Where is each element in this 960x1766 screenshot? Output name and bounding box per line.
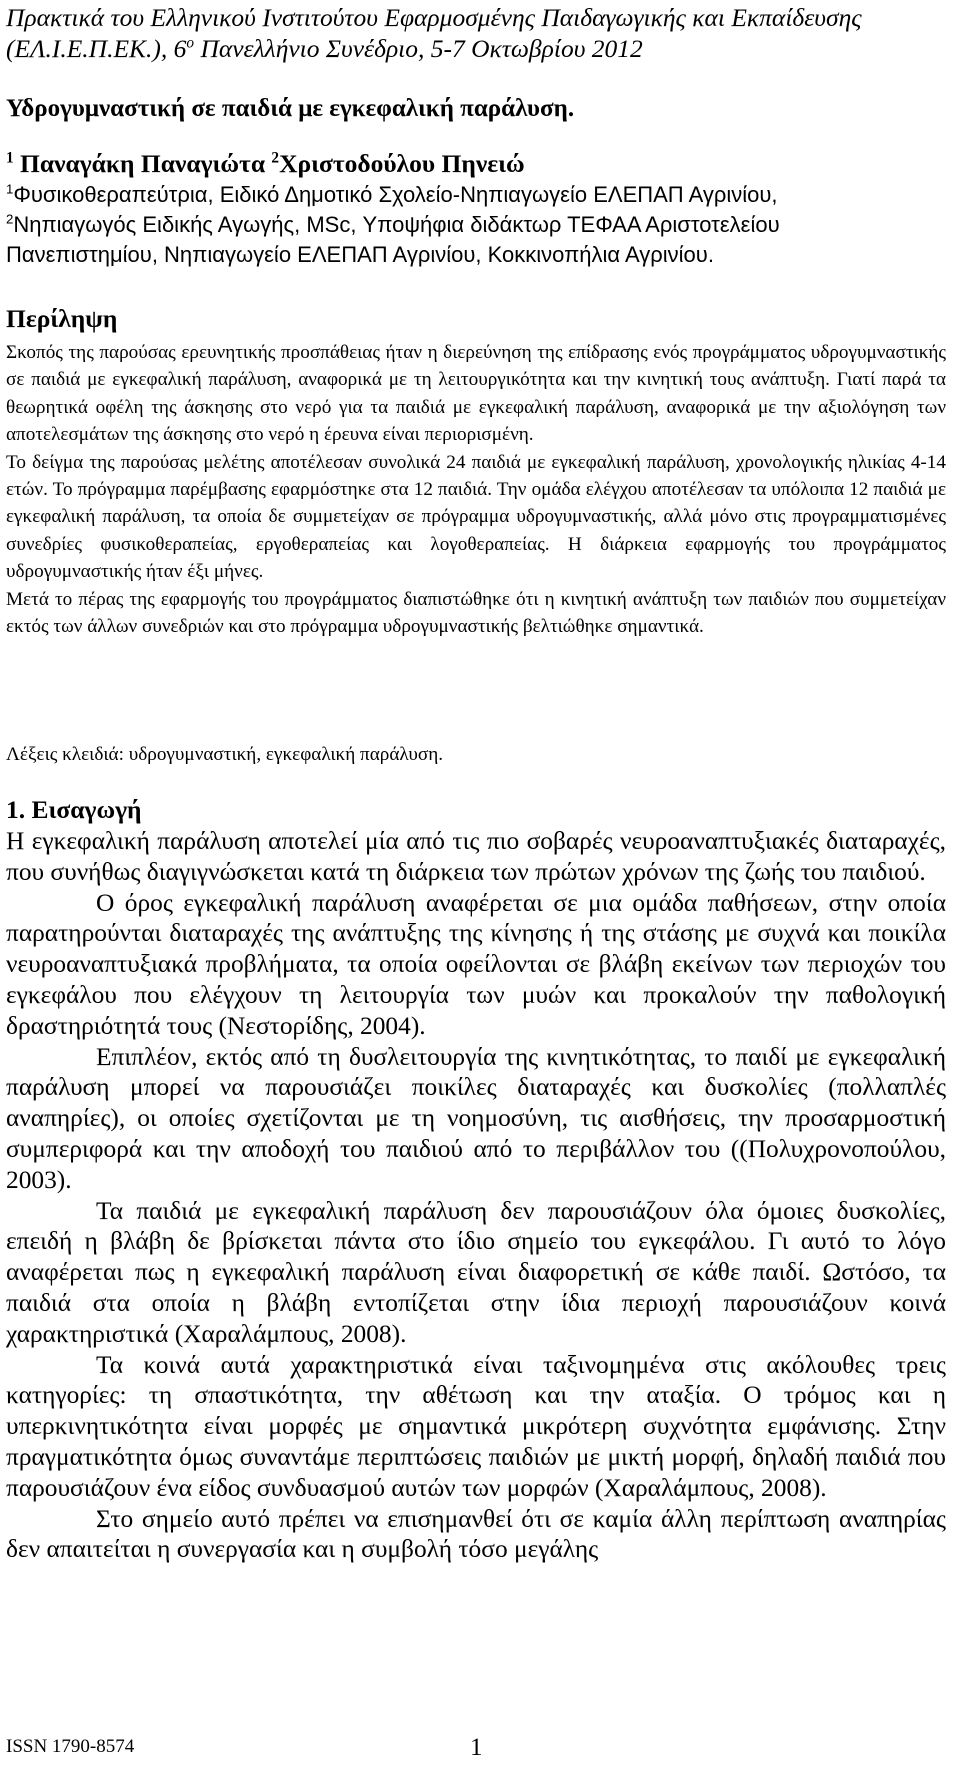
intro-paragraph: Τα κοινά αυτά χαρακτηριστικά είναι ταξινομημένα στις ακόλουθες τρεις κατηγορίες: τη σπαστικότητα, την αθέτωση και την αταξία. Ο τρόμος και η υπερκινητικότητα είναι μορφές με σημαντικά μικρότερη συχνότητα εμφάνισης. Στην πραγματικότητα όμως συναντάμε περιπτώσεις παιδιών με μικτή μορφή, δηλαδή παιδιά που παρουσιάζουν ένα είδος συνδυασμού αυτών των μορφών (Χαραλάμπους, 2008). bbox=[6, 1350, 946, 1502]
conference-header-event: Πανελλήνιο Συνέδριο, 5-7 Οκτωβρίου 2012 bbox=[194, 34, 643, 63]
affiliation-2-marker: 2 bbox=[6, 211, 14, 227]
affiliation-1 bbox=[6, 180, 946, 210]
conference-header-line-2 bbox=[6, 33, 946, 64]
intro-paragraph: Στο σημείο αυτό πρέπει να επισημανθεί ότι σε καμία άλλη περίπτωση αναπηρίας δεν απαιτείται η συνεργασία και η συμβολή τόσο μεγάλης bbox=[6, 1504, 946, 1564]
author-1-marker: 1 bbox=[6, 149, 14, 167]
ordinal-superscript: ο bbox=[186, 34, 195, 52]
affiliation-2 bbox=[6, 210, 946, 240]
author-2-name: Χριστοδούλου Πηνειώ bbox=[279, 149, 525, 178]
page-number: 1 bbox=[470, 1734, 483, 1761]
conference-header-line-1: Πρακτικά του Ελληνικού Ινστιτούτου Εφαρμοσμένης Παιδαγωγικής και Εκπαίδευσης bbox=[6, 3, 862, 32]
abstract-body bbox=[6, 339, 946, 640]
paper-title: Υδρογυμναστική σε παιδιά με εγκεφαλική παράλυση. bbox=[6, 95, 575, 122]
conference-header bbox=[6, 2, 946, 64]
conference-header-org: (ΕΛ.Ι.Ε.Π.ΕΚ.), 6 bbox=[6, 34, 187, 63]
author-1-name: Παναγάκη Παναγιώτα bbox=[13, 149, 272, 178]
author-2-marker: 2 bbox=[271, 149, 280, 167]
intro-paragraph: Επιπλέον, εκτός από τη δυσλειτουργία της κινητικότητας, το παιδί με εγκεφαλική παράλυση μπορεί να παρουσιάζει ποικίλες διαταραχές και δυσκολίες (πολλαπλές αναπηρίες), οι οποίες σχετίζονται με τη νοημοσύνη, τις αισθήσεις, την προσαρμοστική συμπεριφορά και την αποδοχή του παιδιού από το περιβάλλον του ((Πολυχρονοπούλου, 2003). bbox=[6, 1042, 946, 1194]
keywords: Λέξεις κλειδιά: υδρογυμναστική, εγκεφαλική παράλυση. bbox=[6, 744, 444, 765]
intro-paragraph: Η εγκεφαλική παράλυση αποτελεί μία από τις πιο σοβαρές νευροαναπτυξιακές διαταραχές, που συνήθως διαγιγνώσκεται κατά τη διάρκεια των πρώτων χρόνων της ζωής του παιδιού. bbox=[6, 827, 946, 886]
abstract-paragraph: Σκοπός της παρούσας ερευνητικής προσπάθειας ήταν η διερεύνηση της επίδρασης ενός προγράμματος υδρογυμναστικής σε παιδιά με εγκεφαλική παράλυση, αναφορικά με τη λειτουργικότητα και την κινητική τους ανάπτυξη. Γιατί παρά τα θεωρητικά οφέλη της άσκησης στο νερό για τα παιδιά με εγκεφαλική παράλυση, αναφορικά με την αξιολόγηση των αποτελεσμάτων της άσκησης στο νερό η έρευνα είναι περιορισμένη. bbox=[6, 342, 946, 446]
affiliation-2-text: Νηπιαγωγός Ειδικής Αγωγής, MSc, Υποψήφια διδάκτωρ ΤΕΦΑΑ Αριστοτελείου bbox=[13, 212, 780, 237]
intro-paragraph: Ο όρος εγκεφαλική παράλυση αναφέρεται σε μια ομάδα παθήσεων, στην οποία παρατηρούνται διαταραχές της ανάπτυξης της κίνησης ή της στάσης με συχνά και ποικίλα νευροαναπτυξιακά προβλήματα, τα οποία οφείλονται σε βλάβη εκείνων των περιοχών του εγκεφάλου που ελέγχουν τη λειτουργία των μυών και προκαλούν την παθολογική δραστηριότητά τους (Νεστορίδης, 2004). bbox=[6, 888, 946, 1040]
intro-paragraph: Τα παιδιά με εγκεφαλική παράλυση δεν παρουσιάζουν όλα όμοιες δυσκολίες, επειδή η βλάβη δε βρίσκεται πάντα στο ίδιο σημείο του εγκεφάλου. Γι αυτό το λόγο αναφέρεται πως η εγκεφαλική παράλυση είναι διαφορετική σε κάθε παιδί. Ωστόσο, τα παιδιά στα οποία η βλάβη εντοπίζεται στην ίδια περιοχή παρουσιάζουν κοινά χαρακτηριστικά (Χαραλάμπους, 2008). bbox=[6, 1196, 946, 1348]
introduction-heading: 1. Εισαγωγή bbox=[6, 795, 142, 824]
introduction-body bbox=[6, 826, 946, 1565]
affiliation-1-marker: 1 bbox=[6, 181, 14, 197]
abstract-paragraph: Το δείγμα της παρούσας μελέτης αποτέλεσαν συνολικά 24 παιδιά με εγκεφαλική παράλυση, χρονολογικής ηλικίας 4-14 ετών. Το πρόγραμμα παρέμβασης εφαρμόστηκε στα 12 παιδιά. Την ομάδα ελέγχου αποτέλεσαν τα υπόλοιπα 12 παιδιά με εγκεφαλική παράλυση, τα οποία δε συμμετείχαν σε πρόγραμμα υδρογυμναστικής, αλλά μόνο στις προγραμματισμένες συνεδρίες φυσικοθεραπείας, εργοθεραπείας και λογοθεραπείας. Η διάρκεια εφαρμογής του προγράμματος υδρογυμναστικής ήταν έξι μήνες. bbox=[6, 451, 946, 583]
abstract-heading: Περίληψη bbox=[6, 304, 118, 333]
author-list bbox=[6, 149, 525, 179]
affiliations bbox=[6, 180, 946, 270]
issn-footer: ISSN 1790-8574 bbox=[6, 1736, 135, 1757]
affiliation-1-text: Φυσικοθεραπεύτρια, Ειδικό Δημοτικό Σχολείο-Νηπιαγωγείο ΕΛΕΠΑΠ Αγρινίου, bbox=[13, 182, 778, 207]
affiliation-2-continued: Πανεπιστημίου, Νηπιαγωγείο ΕΛΕΠΑΠ Αγρινίου, Κοκκινοπήλια Αγρινίου. bbox=[6, 242, 714, 267]
abstract-paragraph: Μετά το πέρας της εφαρμογής του προγράμματος διαπιστώθηκε ότι η κινητική ανάπτυξη των παιδιών που συμμετείχαν εκτός των άλλων συνεδριών και στο πρόγραμμα υδρογυμναστικής βελτιώθηκε σημαντικά. bbox=[6, 588, 946, 638]
